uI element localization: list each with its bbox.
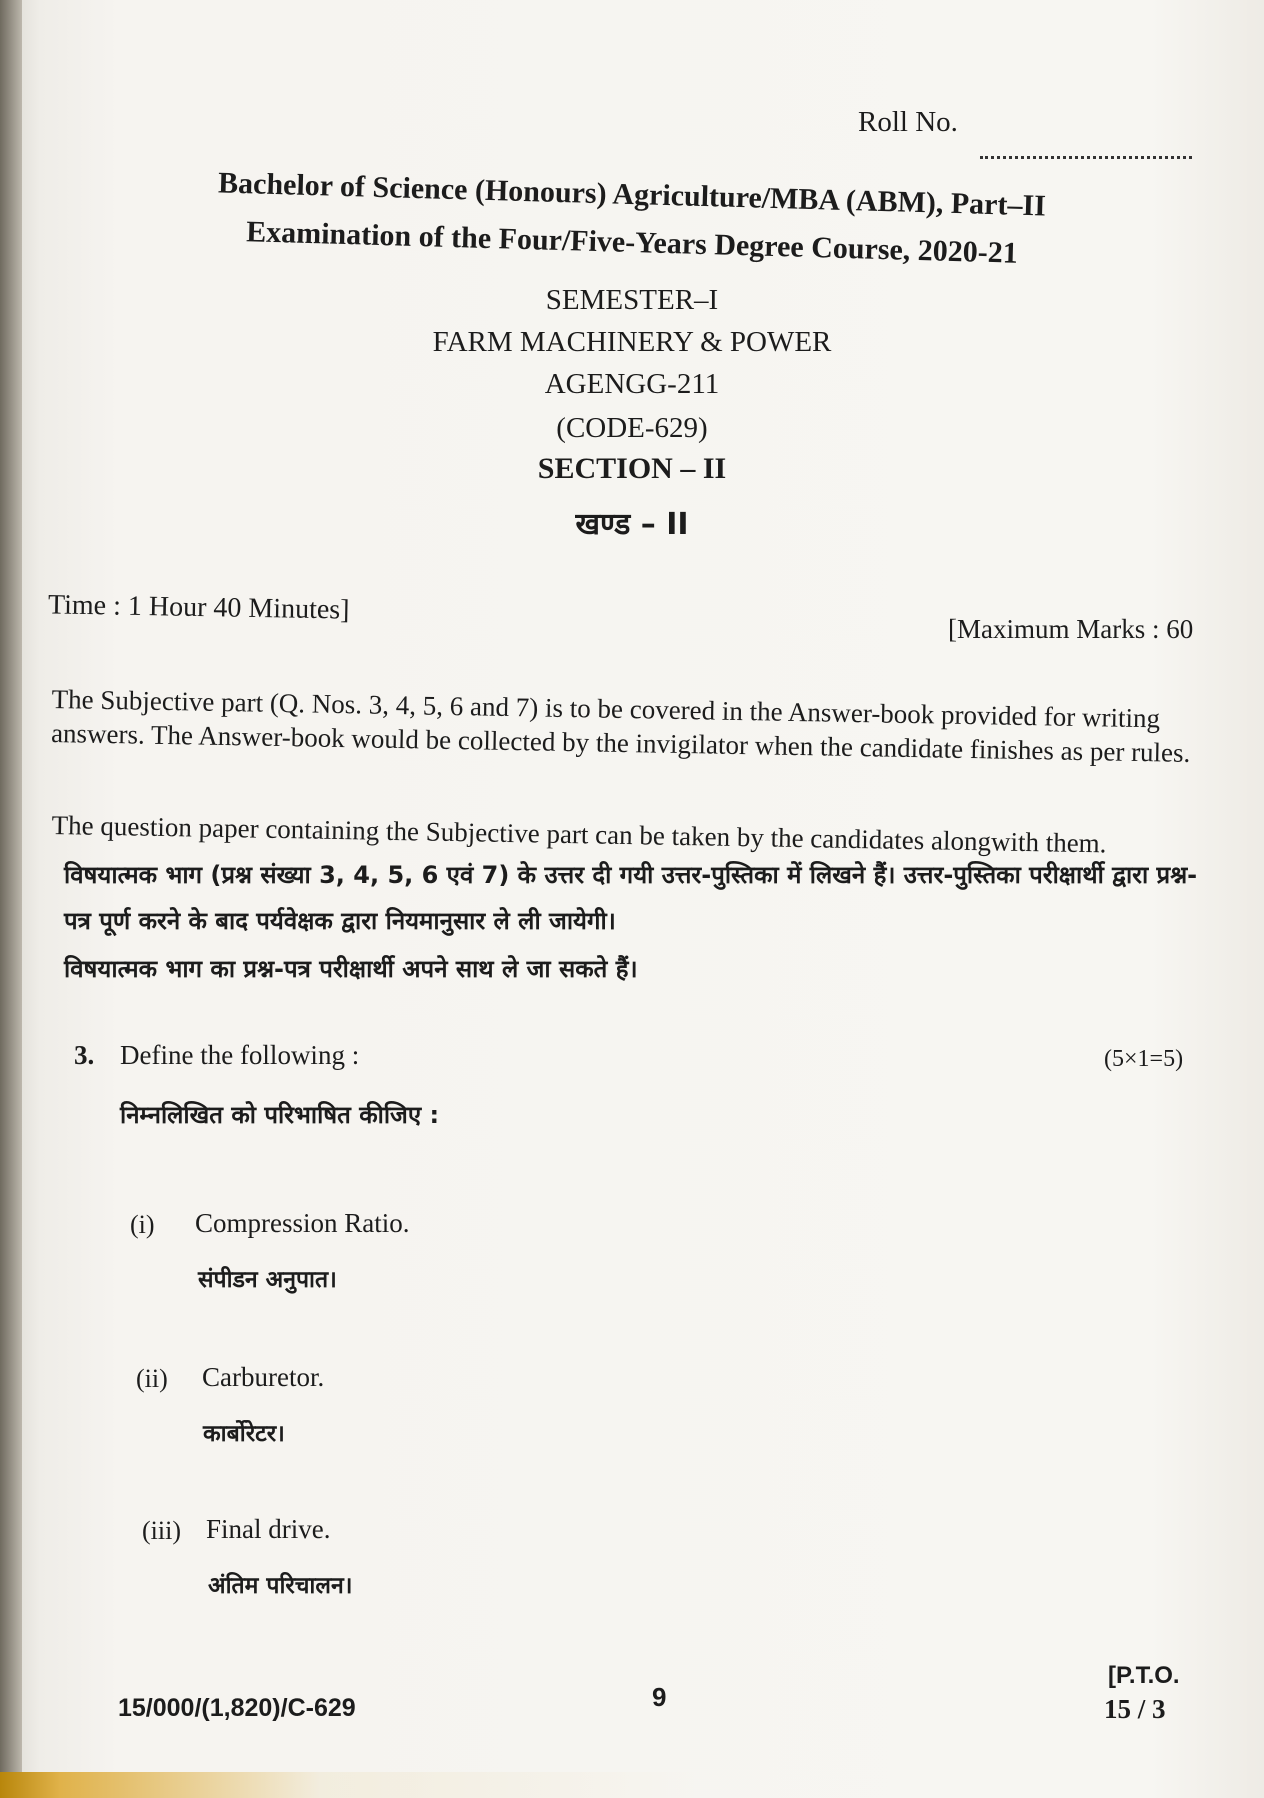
instruction-hindi-1: विषयात्मक भाग (प्रश्न संख्या 3, 4, 5, 6 एवं 7) के उत्तर दी गयी उत्तर-पुस्तिका में लिखने हैं। उत्तर-पुस्तिका परीक्षार्थी द्वारा प्रश्न-पत्र पूर्ण करने के बाद पर्यवेक्षक द्वारा नियमानुसार ले ली जायेगी। [64,861,1198,935]
section-heading: SECTION – II [537,452,727,485]
page-edge-shadow [0,0,22,1798]
section-heading-hindi: खण्ड – II [575,507,689,542]
item-number: (ii) [136,1364,168,1393]
exam-title-line1: Bachelor of Science (Honours) Agriculture/MBA (ABM), Part–II [217,166,1047,223]
instruction-english-2: The question paper containing the Subjective part can be taken by the candidates alongwith them. [51,809,1107,859]
paper-code: (CODE-629) [556,412,708,444]
item-text: Compression Ratio. [195,1208,410,1238]
page-bottom-stain [0,1772,1264,1798]
paper-print-code: 15/000/(1,820)/C-629 [118,1694,356,1722]
item-text: Final drive. [206,1514,331,1544]
sheet-number: 15 / 3 [1104,1694,1166,1724]
question-marks: (5×1=5) [1104,1046,1184,1072]
item-text: Carburetor. [202,1362,325,1392]
item-number: (i) [130,1210,155,1239]
item-text-hindi: संपीडन अनुपात। [198,1267,337,1293]
roll-number-label: Roll No. [858,106,958,138]
time-allowed: Time : 1 Hour 40 Minutes] [47,589,350,626]
exam-title-line2: Examination of the Four/Five-Years Degree Course, 2020-21 [245,215,1019,270]
question-text-hindi: निम्नलिखित को परिभाषित कीजिए : [120,1101,440,1129]
maximum-marks: [Maximum Marks : 60 [948,614,1194,644]
item-number: (iii) [142,1516,181,1545]
item-text-hindi: अंतिम परिचालन। [208,1573,353,1599]
please-turn-over: [P.T.O. [1108,1662,1180,1689]
item-text-hindi: कार्बोरेटर। [203,1421,285,1447]
instruction-hindi-2: विषयात्मक भाग का प्रश्न-पत्र परीक्षार्थी अपने साथ ले जा सकते हैं। [64,955,638,983]
roll-number-field [980,156,1192,159]
semester: SEMESTER–I [545,284,719,316]
page-number: 9 [652,1682,667,1712]
instruction-english-1: The Subjective part (Q. Nos. 3, 4, 5, 6 and 7) is to be covered in the Answer-book provided for writing answers. The Answer-book would be collected by the invigilator when the candidate finishes as per rules. [50,683,1191,768]
course-code: AGENGG-211 [544,368,720,400]
question-number: 3. [74,1040,95,1070]
question-text: Define the following : [120,1040,360,1070]
subject-name: FARM MACHINERY & POWER [432,326,832,358]
